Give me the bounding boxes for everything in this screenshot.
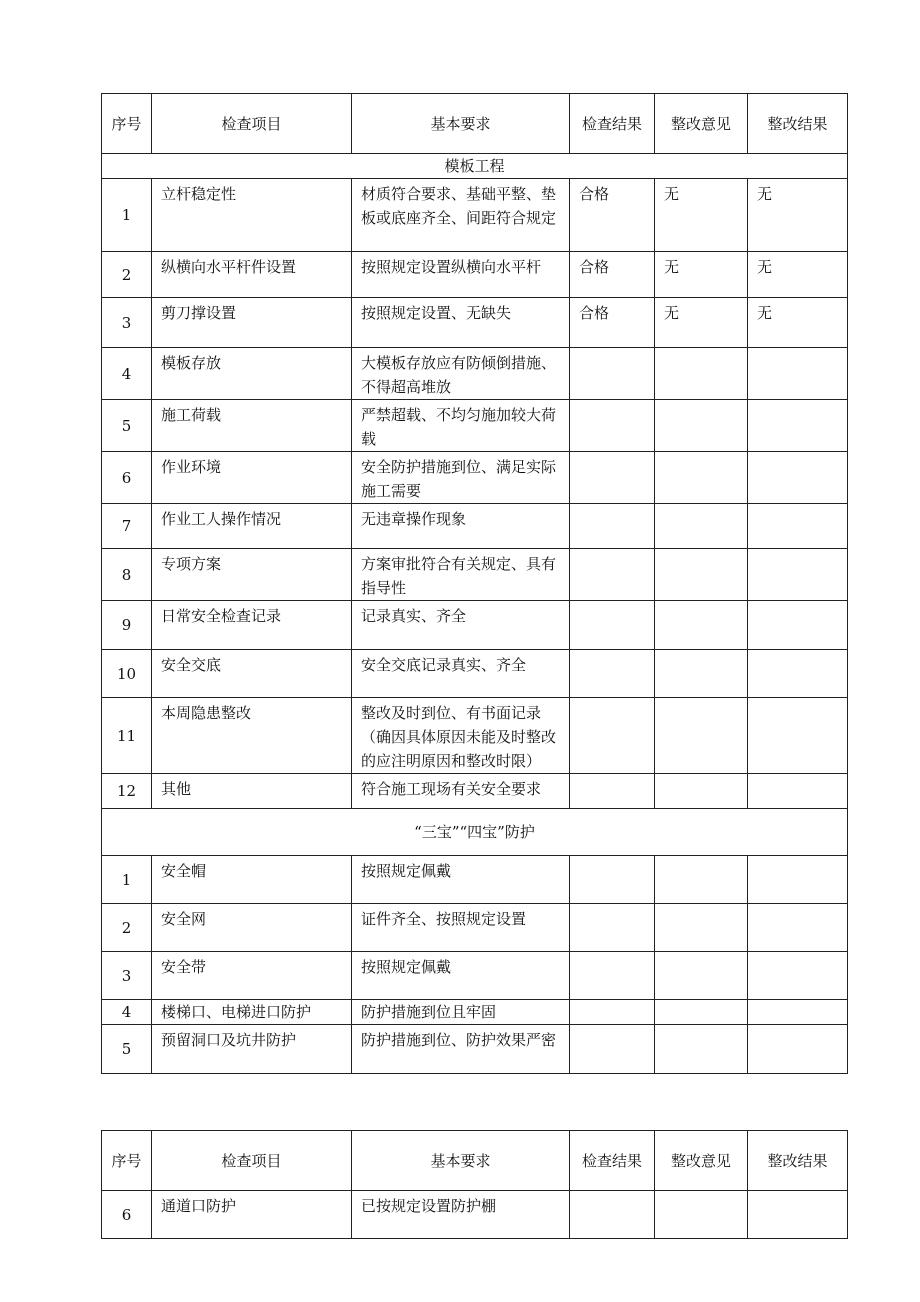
- header-outcome: 整改结果: [748, 94, 848, 154]
- row-item: 预留洞口及坑井防护: [152, 1025, 352, 1074]
- row-item: 其他: [152, 774, 352, 809]
- section-protection-title: “三宝”“四宝”防护: [102, 809, 848, 856]
- row-result: [570, 1191, 655, 1239]
- row-outcome: [748, 549, 848, 601]
- row-result: [570, 856, 655, 904]
- header-requirement: 基本要求: [352, 94, 570, 154]
- row-item: 楼梯口、电梯进口防护: [152, 1000, 352, 1025]
- row-result: [570, 650, 655, 698]
- row-no: 6: [102, 1191, 152, 1239]
- row-requirement: 安全防护措施到位、满足实际施工需要: [352, 452, 570, 504]
- row-opinion: [655, 601, 748, 650]
- row-opinion: [655, 650, 748, 698]
- row-item: 作业环境: [152, 452, 352, 504]
- row-requirement: 按照规定设置、无缺失: [352, 298, 570, 348]
- row-outcome: [748, 348, 848, 400]
- row-requirement: 材质符合要求、基础平整、垫板或底座齐全、间距符合规定: [352, 179, 570, 252]
- table-row: [102, 549, 848, 601]
- table-row: [102, 650, 848, 698]
- row-requirement: 符合施工现场有关安全要求: [352, 774, 570, 809]
- row-outcome: [748, 952, 848, 1000]
- row-outcome: [748, 856, 848, 904]
- row-result: 合格: [570, 252, 655, 298]
- table-row: [102, 601, 848, 650]
- row-result: 合格: [570, 298, 655, 348]
- section-formwork-title: 模板工程: [102, 154, 848, 179]
- row-result: [570, 698, 655, 774]
- row-no: 12: [102, 774, 152, 809]
- row-no: 3: [102, 298, 152, 348]
- row-no: 10: [102, 650, 152, 698]
- header-row: [102, 94, 848, 154]
- row-result: [570, 452, 655, 504]
- table-row: [102, 1191, 848, 1239]
- row-outcome: [748, 698, 848, 774]
- row-item: 施工荷载: [152, 400, 352, 452]
- header-requirement: 基本要求: [352, 1131, 570, 1191]
- row-outcome: [748, 904, 848, 952]
- row-item: 通道口防护: [152, 1191, 352, 1239]
- table-row: [102, 298, 848, 348]
- row-opinion: [655, 1025, 748, 1074]
- header-opinion: 整改意见: [655, 1131, 748, 1191]
- header-row: [102, 1131, 848, 1191]
- inspection-table: [101, 93, 848, 1074]
- row-opinion: [655, 856, 748, 904]
- row-no: 9: [102, 601, 152, 650]
- row-result: [570, 400, 655, 452]
- row-item: 日常安全检查记录: [152, 601, 352, 650]
- row-no: 4: [102, 1000, 152, 1025]
- header-outcome: 整改结果: [748, 1131, 848, 1191]
- row-opinion: [655, 904, 748, 952]
- row-outcome: [748, 774, 848, 809]
- header-item: 检查项目: [152, 94, 352, 154]
- table-row: [102, 698, 848, 774]
- row-outcome: 无: [748, 252, 848, 298]
- row-opinion: [655, 774, 748, 809]
- row-requirement: 已按规定设置防护棚: [352, 1191, 570, 1239]
- row-outcome: 无: [748, 298, 848, 348]
- table-row: [102, 1025, 848, 1074]
- table-row: [102, 348, 848, 400]
- row-opinion: [655, 1191, 748, 1239]
- table-row: [102, 774, 848, 809]
- table-row: [102, 504, 848, 549]
- row-requirement: 防护措施到位、防护效果严密: [352, 1025, 570, 1074]
- row-requirement: 按照规定设置纵横向水平杆: [352, 252, 570, 298]
- row-item: 专项方案: [152, 549, 352, 601]
- row-opinion: [655, 549, 748, 601]
- row-no: 2: [102, 252, 152, 298]
- row-requirement: 整改及时到位、有书面记录（确因具体原因未能及时整改的应注明原因和整改时限）: [352, 698, 570, 774]
- row-outcome: [748, 1191, 848, 1239]
- row-no: 1: [102, 856, 152, 904]
- row-opinion: [655, 1000, 748, 1025]
- row-opinion: [655, 952, 748, 1000]
- row-outcome: [748, 504, 848, 549]
- row-opinion: 无: [655, 252, 748, 298]
- row-result: [570, 952, 655, 1000]
- row-opinion: 无: [655, 298, 748, 348]
- row-requirement: 按照规定佩戴: [352, 856, 570, 904]
- row-opinion: [655, 698, 748, 774]
- table-row: [102, 1000, 848, 1025]
- row-result: [570, 504, 655, 549]
- row-result: [570, 1000, 655, 1025]
- row-no: 8: [102, 549, 152, 601]
- row-result: [570, 904, 655, 952]
- section-row: [102, 154, 848, 179]
- table-row: [102, 856, 848, 904]
- table-row: [102, 252, 848, 298]
- row-opinion: [655, 348, 748, 400]
- row-no: 3: [102, 952, 152, 1000]
- row-result: [570, 774, 655, 809]
- row-opinion: [655, 504, 748, 549]
- row-item: 模板存放: [152, 348, 352, 400]
- header-no: 序号: [102, 1131, 152, 1191]
- row-requirement: 记录真实、齐全: [352, 601, 570, 650]
- row-requirement: 防护措施到位且牢固: [352, 1000, 570, 1025]
- row-opinion: 无: [655, 179, 748, 252]
- row-item: 本周隐患整改: [152, 698, 352, 774]
- header-no: 序号: [102, 94, 152, 154]
- row-no: 6: [102, 452, 152, 504]
- header-result: 检查结果: [570, 94, 655, 154]
- row-requirement: 无违章操作现象: [352, 504, 570, 549]
- row-opinion: [655, 400, 748, 452]
- row-requirement: 方案审批符合有关规定、具有指导性: [352, 549, 570, 601]
- row-item: 立杆稳定性: [152, 179, 352, 252]
- row-requirement: 按照规定佩戴: [352, 952, 570, 1000]
- row-outcome: [748, 1025, 848, 1074]
- row-outcome: [748, 1000, 848, 1025]
- row-result: [570, 1025, 655, 1074]
- table-row: [102, 952, 848, 1000]
- row-outcome: 无: [748, 179, 848, 252]
- row-no: 5: [102, 1025, 152, 1074]
- row-item: 纵横向水平杆件设置: [152, 252, 352, 298]
- row-result: [570, 348, 655, 400]
- row-no: 2: [102, 904, 152, 952]
- section-row: [102, 809, 848, 856]
- row-requirement: 严禁超载、不均匀施加较大荷载: [352, 400, 570, 452]
- row-item: 安全网: [152, 904, 352, 952]
- row-item: 作业工人操作情况: [152, 504, 352, 549]
- row-opinion: [655, 452, 748, 504]
- row-item: 剪刀撑设置: [152, 298, 352, 348]
- header-result: 检查结果: [570, 1131, 655, 1191]
- table-row: [102, 400, 848, 452]
- row-requirement: 安全交底记录真实、齐全: [352, 650, 570, 698]
- row-outcome: [748, 650, 848, 698]
- row-requirement: 证件齐全、按照规定设置: [352, 904, 570, 952]
- row-outcome: [748, 452, 848, 504]
- row-no: 4: [102, 348, 152, 400]
- row-item: 安全带: [152, 952, 352, 1000]
- row-outcome: [748, 601, 848, 650]
- row-no: 1: [102, 179, 152, 252]
- table-row: [102, 452, 848, 504]
- row-outcome: [748, 400, 848, 452]
- row-result: [570, 601, 655, 650]
- row-no: 5: [102, 400, 152, 452]
- row-result: [570, 549, 655, 601]
- row-item: 安全帽: [152, 856, 352, 904]
- header-item: 检查项目: [152, 1131, 352, 1191]
- row-no: 7: [102, 504, 152, 549]
- row-result: 合格: [570, 179, 655, 252]
- header-opinion: 整改意见: [655, 94, 748, 154]
- inspection-table-continued: [101, 1130, 848, 1239]
- table-row: [102, 904, 848, 952]
- row-requirement: 大模板存放应有防倾倒措施、不得超高堆放: [352, 348, 570, 400]
- table-row: [102, 179, 848, 252]
- row-item: 安全交底: [152, 650, 352, 698]
- row-no: 11: [102, 698, 152, 774]
